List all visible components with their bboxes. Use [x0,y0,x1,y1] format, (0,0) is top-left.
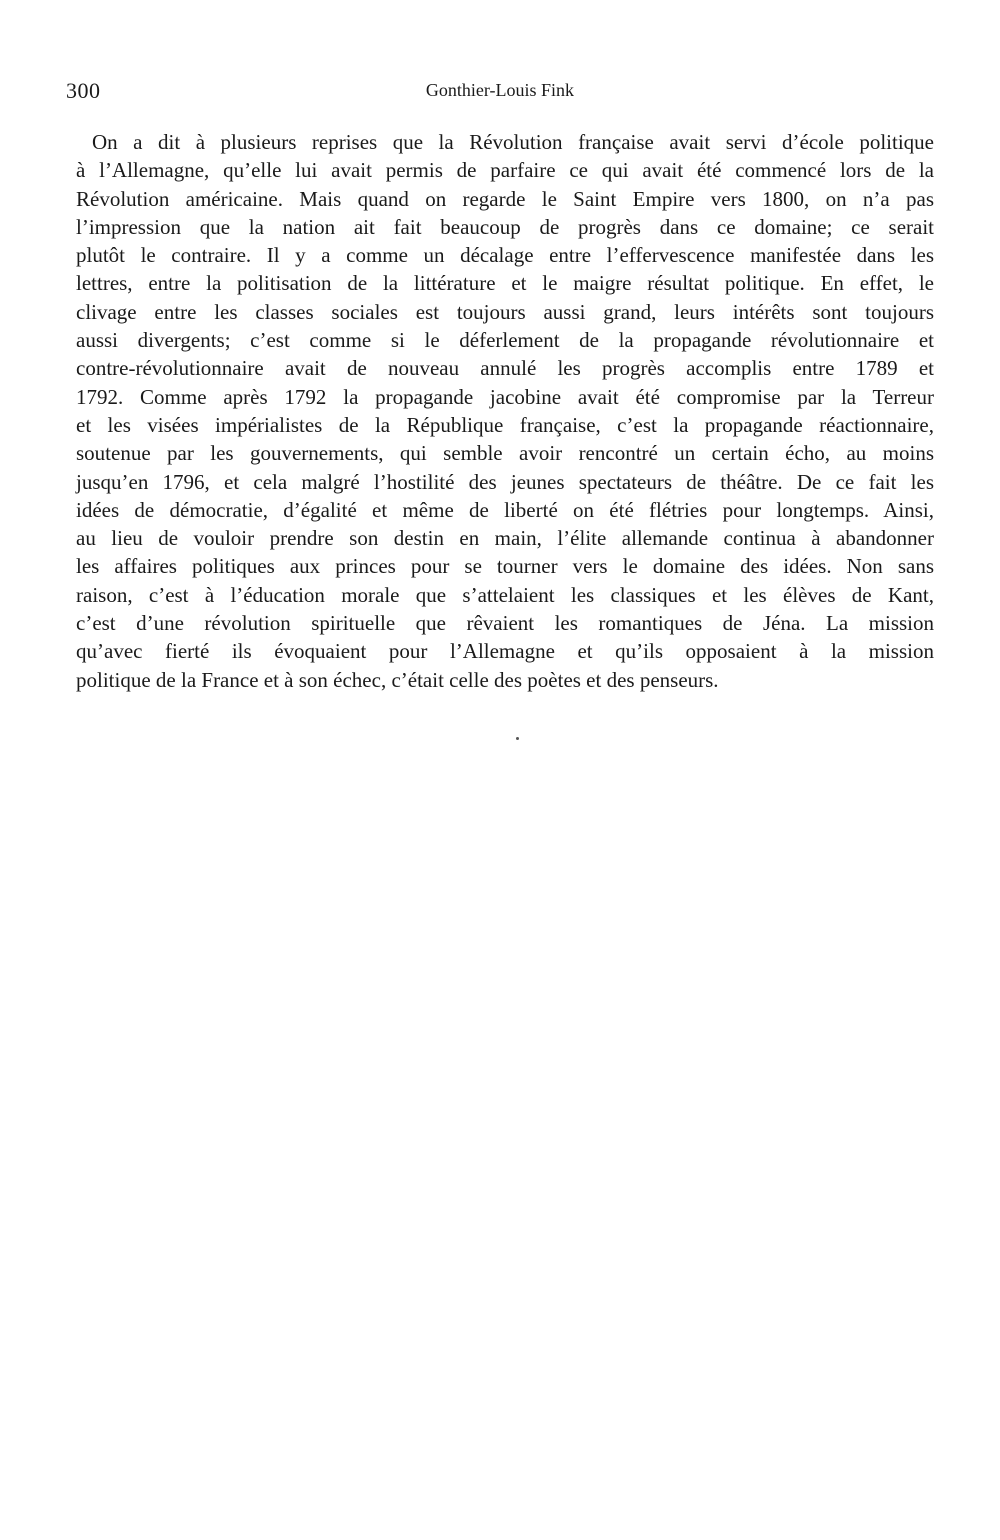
text-line: l’impression que la nation ait fait beaucoup de progrès dans ce domaine; ce serait [76,214,934,239]
text-line: lettres, entre la politisation de la littérature et le maigre résultat politique. En effet, le [76,271,934,296]
text-line: clivage entre les classes sociales est toujours aussi grand, leurs intérêts sont toujours [76,299,934,324]
text-line: contre-révolutionnaire avait de nouveau annulé les progrès accomplis entre 1789 et [76,356,934,381]
text-line: politique de la France et à son échec, c’était celle des poètes et des penseurs. [76,667,719,692]
text-line: les affaires politiques aux princes pour se tourner vers le domaine des idées. Non sans [76,554,934,579]
text-line: soutenue par les gouvernements, qui semble avoir rencontré un certain écho, au moins [76,441,934,466]
text-line: qu’avec fierté ils évoquaient pour l’Allemagne et qu’ils opposaient à la mission [76,639,934,664]
running-head-author: Gonthier-Louis Fink [425,80,575,100]
text-line: 1792. Comme après 1792 la propagande jacobine avait été compromise par la Terreur [76,384,934,409]
text-line: plutôt le contraire. Il y a comme un décalage entre l’effervescence manifestée dans les [76,243,934,268]
running-head [66,78,934,108]
text-line: Révolution américaine. Mais quand on regarde le Saint Empire vers 1800, on n’a pas [76,186,934,211]
text-line: au lieu de vouloir prendre son destin en main, l’élite allemande continua à abandonner [76,526,934,551]
text-line: idées de démocratie, d’égalité et même de liberté on été flétries pour longtemps. Ainsi, [76,497,934,522]
body-paragraph [76,128,934,694]
text-line: et les visées impérialistes de la République française, c’est la propagande réactionnaire, [76,412,934,437]
text-line: c’est d’une révolution spirituelle que rêvaient les romantiques de Jéna. La mission [76,611,934,636]
page-number: 300 [66,78,101,103]
text-line: à l’Allemagne, qu’elle lui avait permis de parfaire ce qui avait été commencé lors de la [76,158,934,183]
text-line: On a dit à plusieurs reprises que la Révolution française avait servi d’école politique [92,130,934,154]
text-line: jusqu’en 1796, et cela malgré l’hostilité des jeunes spectateurs de théâtre. De ce fait les [76,469,934,494]
text-line: aussi divergents; c’est comme si le déferlement de la propagande révolutionnaire et [76,328,934,353]
text-line: raison, c’est à l’éducation morale que s’attelaient les classiques et les élèves de Kant, [76,582,934,607]
print-speck [516,737,519,740]
